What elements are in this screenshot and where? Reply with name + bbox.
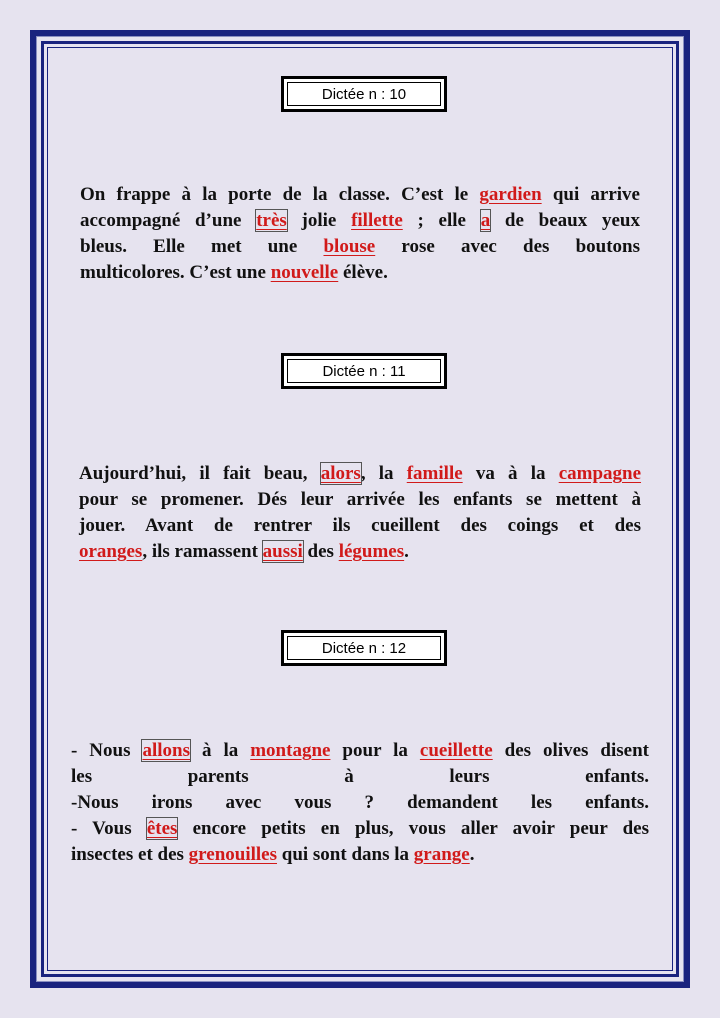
highlighted-word: êtes	[146, 818, 178, 839]
text-segment: , la	[360, 463, 407, 484]
text-segment: bleus. Elle met une	[80, 236, 324, 257]
text-segment: insectes et des	[71, 844, 189, 865]
text-segment: accompagné d’une	[80, 210, 257, 231]
text-segment: élève.	[338, 262, 388, 283]
text-line	[79, 539, 641, 565]
highlighted-word: fillette	[351, 210, 403, 231]
text-segment: multicolores. C’est une	[80, 262, 271, 283]
highlighted-word: grange	[413, 844, 470, 865]
highlighted-word: allons	[142, 740, 190, 761]
text-segment: .	[404, 541, 409, 562]
text-segment: jolie	[286, 210, 352, 231]
text-segment: -Nous irons avec vous ? demandent les enfants.	[71, 792, 649, 813]
highlighted-word: oranges	[79, 541, 143, 562]
highlighted-word: nouvelle	[270, 262, 339, 283]
text-line	[80, 208, 640, 234]
dictee-title-text: Dictée n : 11	[287, 359, 441, 383]
text-line	[79, 513, 641, 539]
highlighted-word: aussi	[262, 541, 303, 562]
text-segment: qui sont dans la	[277, 844, 414, 865]
text-segment: va à la	[462, 463, 559, 484]
text-segment: Aujourd’hui, il fait beau,	[79, 463, 321, 484]
text-line	[79, 461, 641, 487]
highlighted-word: légumes	[338, 541, 405, 562]
dictee-title-text: Dictée n : 10	[287, 82, 441, 106]
text-segment: de beaux yeux	[490, 210, 640, 231]
text-segment: à la	[190, 740, 251, 761]
highlighted-word: montagne	[250, 740, 331, 761]
text-line	[80, 260, 640, 286]
highlighted-word: gardien	[479, 184, 542, 205]
text-line	[71, 790, 649, 816]
text-segment: des olives disent	[492, 740, 649, 761]
text-segment: rose avec des boutons	[375, 236, 640, 257]
text-line	[80, 182, 640, 208]
text-segment: On frappe à la porte de la classe. C’est le	[80, 184, 480, 205]
dictee-title-text: Dictée n : 12	[287, 636, 441, 660]
text-segment: pour se promener. Dés leur arrivée les enfants se mettent à	[79, 489, 641, 510]
dictee-text-11	[79, 461, 641, 565]
text-segment: - Vous	[71, 818, 147, 839]
dictee-text-10	[80, 182, 640, 286]
text-line	[71, 764, 649, 790]
text-line	[71, 738, 649, 764]
text-segment: - Nous	[71, 740, 143, 761]
text-line	[71, 816, 649, 842]
text-segment: .	[469, 844, 475, 865]
highlighted-word: grenouilles	[188, 844, 277, 865]
text-segment: encore petits en plus, vous aller avoir peur des	[177, 818, 649, 839]
dictee-title-12	[281, 630, 447, 666]
highlighted-word: campagne	[558, 463, 642, 484]
highlighted-word: a	[480, 210, 491, 231]
text-segment: ; elle	[402, 210, 481, 231]
text-segment: les parents à leurs enfants.	[71, 766, 649, 787]
text-segment: pour la	[330, 740, 420, 761]
text-segment: qui arrive	[541, 184, 640, 205]
text-line	[80, 234, 640, 260]
text-segment: jouer. Avant de rentrer ils cueillent des coings et des	[79, 515, 641, 536]
dictee-title-11	[281, 353, 447, 389]
text-segment: des	[302, 541, 339, 562]
text-segment: , ils ramassent	[142, 541, 263, 562]
highlighted-word: alors	[320, 463, 361, 484]
dictee-title-10	[281, 76, 447, 112]
highlighted-word: très	[256, 210, 287, 231]
text-line	[79, 487, 641, 513]
highlighted-word: blouse	[323, 236, 376, 257]
text-line	[71, 842, 649, 868]
dictee-text-12	[71, 738, 649, 868]
highlighted-word: cueillette	[419, 740, 493, 761]
highlighted-word: famille	[406, 463, 463, 484]
